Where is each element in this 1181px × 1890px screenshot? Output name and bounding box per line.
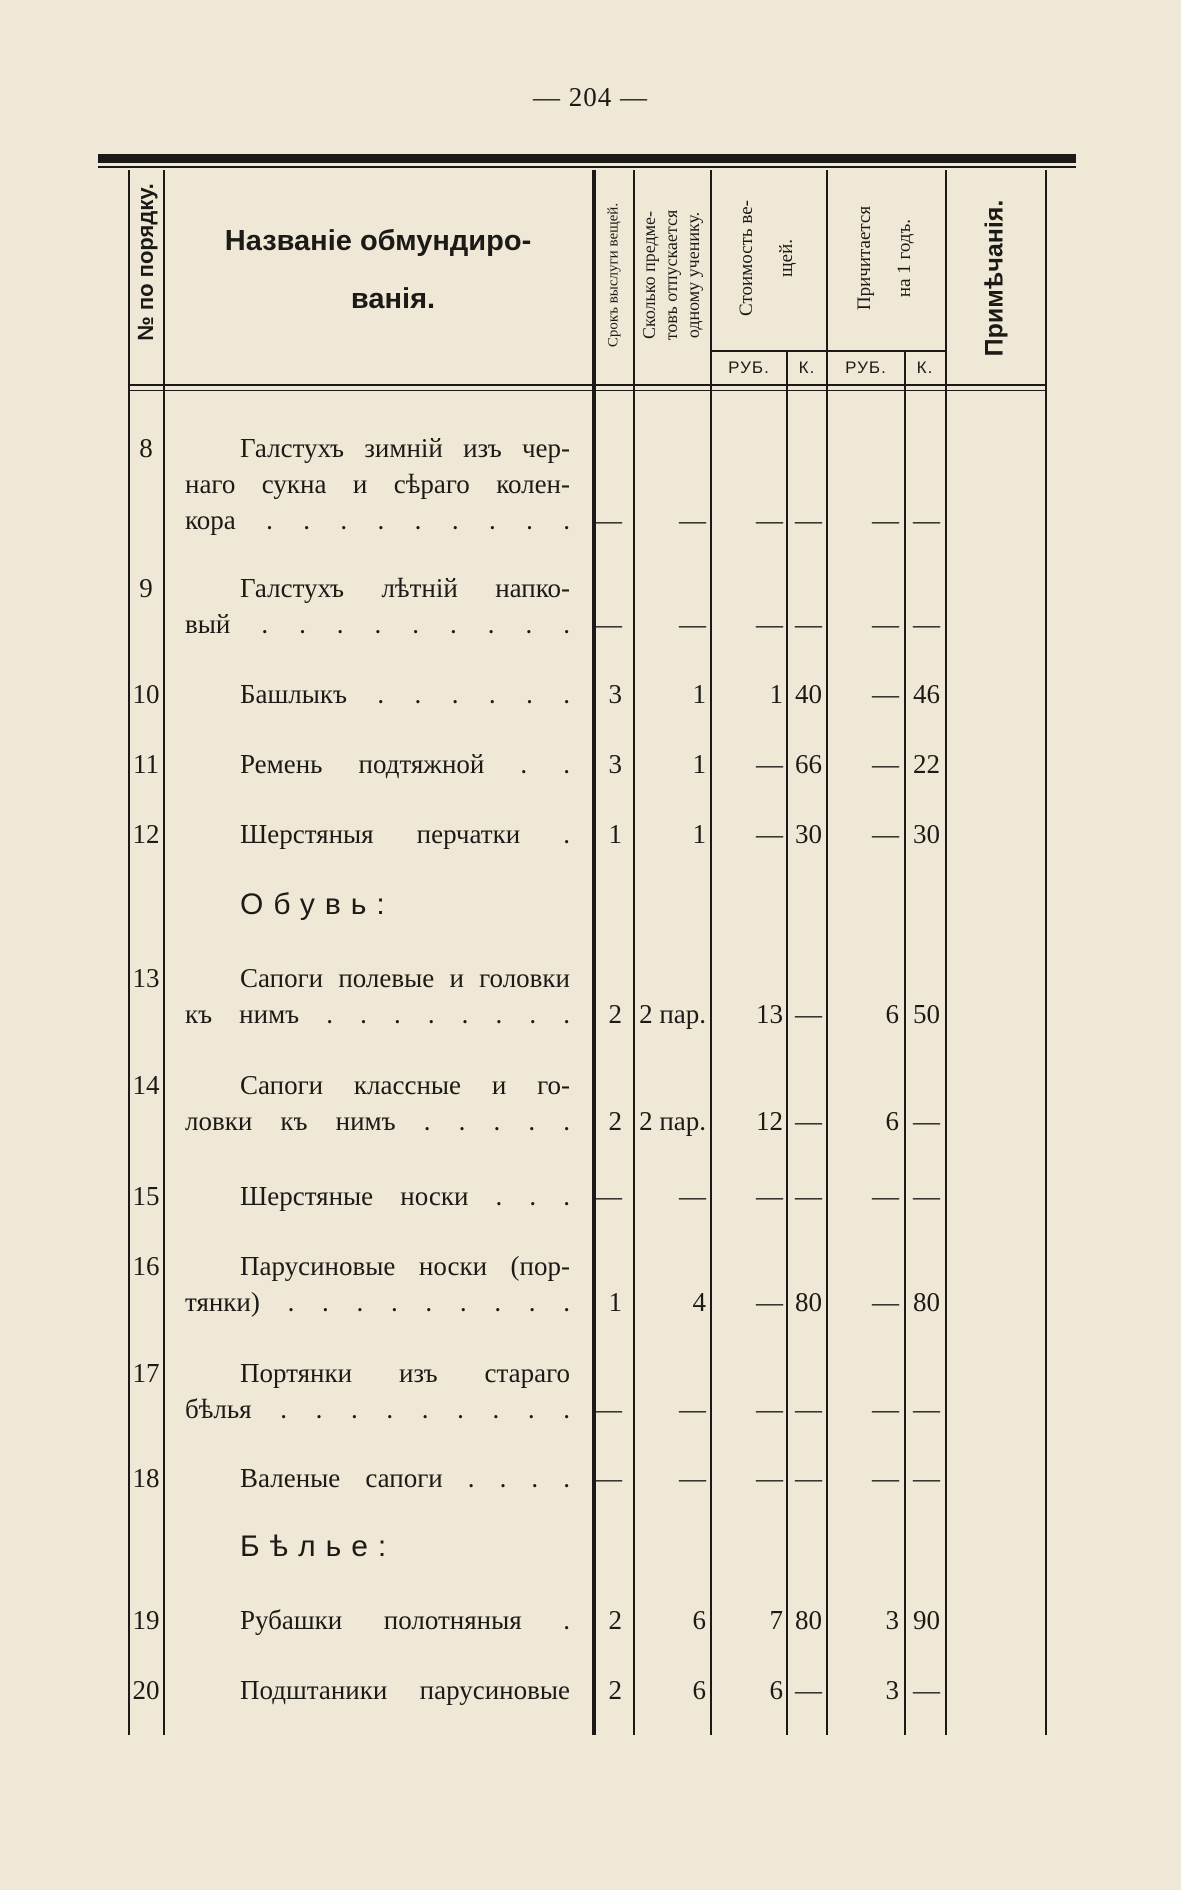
cell-term: — — [595, 505, 622, 535]
cell-year-r: — — [872, 505, 899, 535]
cell-cost-r: — — [756, 505, 783, 535]
item-name — [185, 430, 570, 538]
cell-cost-k: — — [795, 505, 822, 535]
cell-year-r: — — [872, 749, 899, 779]
cell-qty: 6 — [692, 1605, 706, 1635]
cell-term: 3 — [608, 749, 622, 779]
cell-cost-r: 1 — [769, 679, 783, 709]
header-qty: Сколько предме- товъ отпускается одному ученику. — [639, 209, 703, 341]
item-name-line: тянки) . . . . . . . . . — [185, 1287, 570, 1317]
item-name — [185, 960, 570, 1032]
cell-year-r: — — [872, 819, 899, 849]
item-name — [185, 1067, 570, 1139]
header-cost-kop: К. — [798, 358, 816, 377]
cell-cost-r: — — [756, 1463, 783, 1493]
cell-term: 3 — [608, 679, 622, 709]
row-number: 20 — [132, 1675, 160, 1705]
cell-cost-r: — — [756, 1181, 783, 1211]
header-cost-rub: РУБ. — [728, 358, 770, 377]
row-number: 18 — [132, 1463, 160, 1493]
top-rule-thin — [98, 166, 1076, 168]
item-name — [185, 816, 570, 852]
header-notes: Примѣчанія. — [980, 199, 1009, 357]
item-name-line: Валеные сапоги . . . . — [240, 1463, 570, 1493]
cell-cost-k: — — [795, 999, 822, 1029]
cell-year-r: 3 — [885, 1675, 899, 1705]
cell-qty: 2 пар. — [639, 1106, 706, 1136]
cell-year-r: — — [872, 1463, 899, 1493]
section-heading: Обувь: — [240, 888, 395, 921]
item-name-line: Рубашки полотняныя . — [240, 1605, 570, 1635]
cell-term: 2 — [608, 999, 622, 1029]
item-name-line: къ нимъ . . . . . . . . — [185, 999, 570, 1029]
header-year-rub: РУБ. — [845, 358, 887, 377]
cell-qty: — — [679, 505, 706, 535]
cell-qty: 4 — [692, 1287, 706, 1317]
cell-qty: 2 пар. — [639, 999, 706, 1029]
item-name-line: Парусиновые носки (пор- — [240, 1251, 570, 1281]
cell-cost-k: — — [795, 1463, 822, 1493]
header-yearly: Причитается на 1 годъ. — [854, 205, 915, 311]
item-name-line: вый . . . . . . . . . — [185, 609, 570, 639]
cell-year-r: — — [872, 1181, 899, 1211]
cell-cost-r: — — [756, 819, 783, 849]
row-number: 11 — [133, 749, 159, 779]
item-name-line: бѣлья . . . . . . . . . — [185, 1394, 570, 1424]
cell-cost-r: 13 — [756, 999, 783, 1029]
item-name — [185, 746, 570, 782]
row-number: 17 — [132, 1358, 160, 1388]
cell-cost-k: 30 — [795, 819, 822, 849]
cell-year-r: — — [872, 609, 899, 639]
cell-term: — — [595, 1181, 622, 1211]
item-name — [185, 1460, 570, 1496]
cell-term: — — [595, 1394, 622, 1424]
header-cost: Стоимость ве- щей. — [736, 200, 797, 316]
header-term: Срокъ выслуги вещей. — [605, 202, 622, 348]
item-name-line: Сапоги классные и го- — [240, 1070, 570, 1100]
cell-cost-r: — — [756, 1287, 783, 1317]
cell-qty: 1 — [692, 819, 706, 849]
item-name-line: Башлыкъ . . . . . . — [240, 679, 570, 709]
cell-cost-k: — — [795, 1181, 822, 1211]
cell-cost-k: — — [795, 1675, 822, 1705]
cell-year-r: — — [872, 1287, 899, 1317]
item-name-line: Портянки изъ стараго — [240, 1358, 570, 1388]
cell-term: — — [595, 1463, 622, 1493]
cell-qty: 1 — [692, 679, 706, 709]
cell-year-k: — — [913, 1181, 940, 1211]
cell-term: 1 — [608, 819, 622, 849]
cell-year-k: — — [913, 1463, 940, 1493]
cell-year-k: — — [913, 1394, 940, 1424]
row-number: 8 — [139, 433, 153, 463]
cell-year-k: 50 — [913, 999, 940, 1029]
row-number: 10 — [132, 679, 160, 709]
cell-term: 2 — [608, 1106, 622, 1136]
cell-term: 2 — [608, 1675, 622, 1705]
cell-year-k: — — [913, 1106, 940, 1136]
item-name — [185, 1178, 570, 1214]
row-number: 19 — [132, 1605, 160, 1635]
row-number: 14 — [132, 1070, 160, 1100]
cell-cost-k: 40 — [795, 679, 822, 709]
cell-cost-k: — — [795, 609, 822, 639]
cell-year-r: — — [872, 679, 899, 709]
item-name — [185, 1602, 570, 1638]
cell-qty: — — [679, 1394, 706, 1424]
cell-qty: — — [679, 1463, 706, 1493]
cell-year-k: 30 — [913, 819, 940, 849]
item-name-line: Сапоги полевые и головки — [240, 963, 570, 993]
cell-cost-k: 80 — [795, 1605, 822, 1635]
cell-term: 2 — [608, 1605, 622, 1635]
cell-cost-r: 6 — [769, 1675, 783, 1705]
cell-cost-k: — — [795, 1394, 822, 1424]
row-number: 16 — [132, 1251, 160, 1281]
item-name-line: Ремень подтяжной . . — [240, 749, 570, 779]
cell-qty: — — [679, 1181, 706, 1211]
item-name-line: Шерстяныя перчатки . — [240, 819, 570, 849]
item-name-line: Галстухъ лѣтній напко- — [240, 573, 570, 603]
cell-year-k: 46 — [913, 679, 940, 709]
cell-cost-k: 66 — [795, 749, 822, 779]
item-name — [185, 1672, 570, 1708]
cell-cost-k: — — [795, 1106, 822, 1136]
cell-qty: 1 — [692, 749, 706, 779]
page-number: — 204 — — [533, 82, 648, 112]
item-name — [185, 570, 570, 642]
cell-year-k: 80 — [913, 1287, 940, 1317]
cell-term: — — [595, 609, 622, 639]
item-name — [185, 1355, 570, 1427]
cell-year-r: 3 — [885, 1605, 899, 1635]
cell-year-r: 6 — [885, 1106, 899, 1136]
cell-cost-r: — — [756, 749, 783, 779]
item-name-line: Подштаники парусиновые — [240, 1675, 570, 1705]
item-name-line: Галстухъ зимній изъ чер- — [240, 433, 570, 463]
cell-cost-r: 7 — [769, 1605, 783, 1635]
cell-year-k: 90 — [913, 1605, 940, 1635]
cell-year-k: — — [913, 609, 940, 639]
item-name-line: кора . . . . . . . . . — [185, 505, 570, 535]
cell-qty: 6 — [692, 1675, 706, 1705]
header-name: Названіе обмундиро- ванія. — [224, 225, 532, 315]
cell-cost-r: — — [756, 1394, 783, 1424]
top-rule — [98, 154, 1076, 163]
cell-term: 1 — [608, 1287, 622, 1317]
cell-year-k: 22 — [913, 749, 940, 779]
item-name — [185, 1248, 570, 1320]
cell-year-r: 6 — [885, 999, 899, 1029]
item-name-line: Шерстяные носки . . . — [240, 1181, 570, 1211]
header-num: № по порядку. — [133, 183, 158, 341]
section-heading: Бѣлье: — [240, 1530, 397, 1563]
item-name — [185, 676, 570, 712]
cell-cost-r: 12 — [756, 1106, 783, 1136]
cell-year-k: — — [913, 505, 940, 535]
header-year-kop: К. — [916, 358, 934, 377]
item-name-line: ловки къ нимъ . . . . . — [185, 1106, 570, 1136]
row-number: 9 — [139, 573, 153, 603]
cell-year-r: — — [872, 1394, 899, 1424]
row-number: 12 — [132, 819, 160, 849]
cell-cost-k: 80 — [795, 1287, 822, 1317]
row-number: 13 — [132, 963, 160, 993]
cell-cost-r: — — [756, 609, 783, 639]
row-number: 15 — [132, 1181, 160, 1211]
cell-year-k: — — [913, 1675, 940, 1705]
cell-qty: — — [679, 609, 706, 639]
item-name-line: наго сукна и сѣраго колен- — [185, 469, 570, 499]
